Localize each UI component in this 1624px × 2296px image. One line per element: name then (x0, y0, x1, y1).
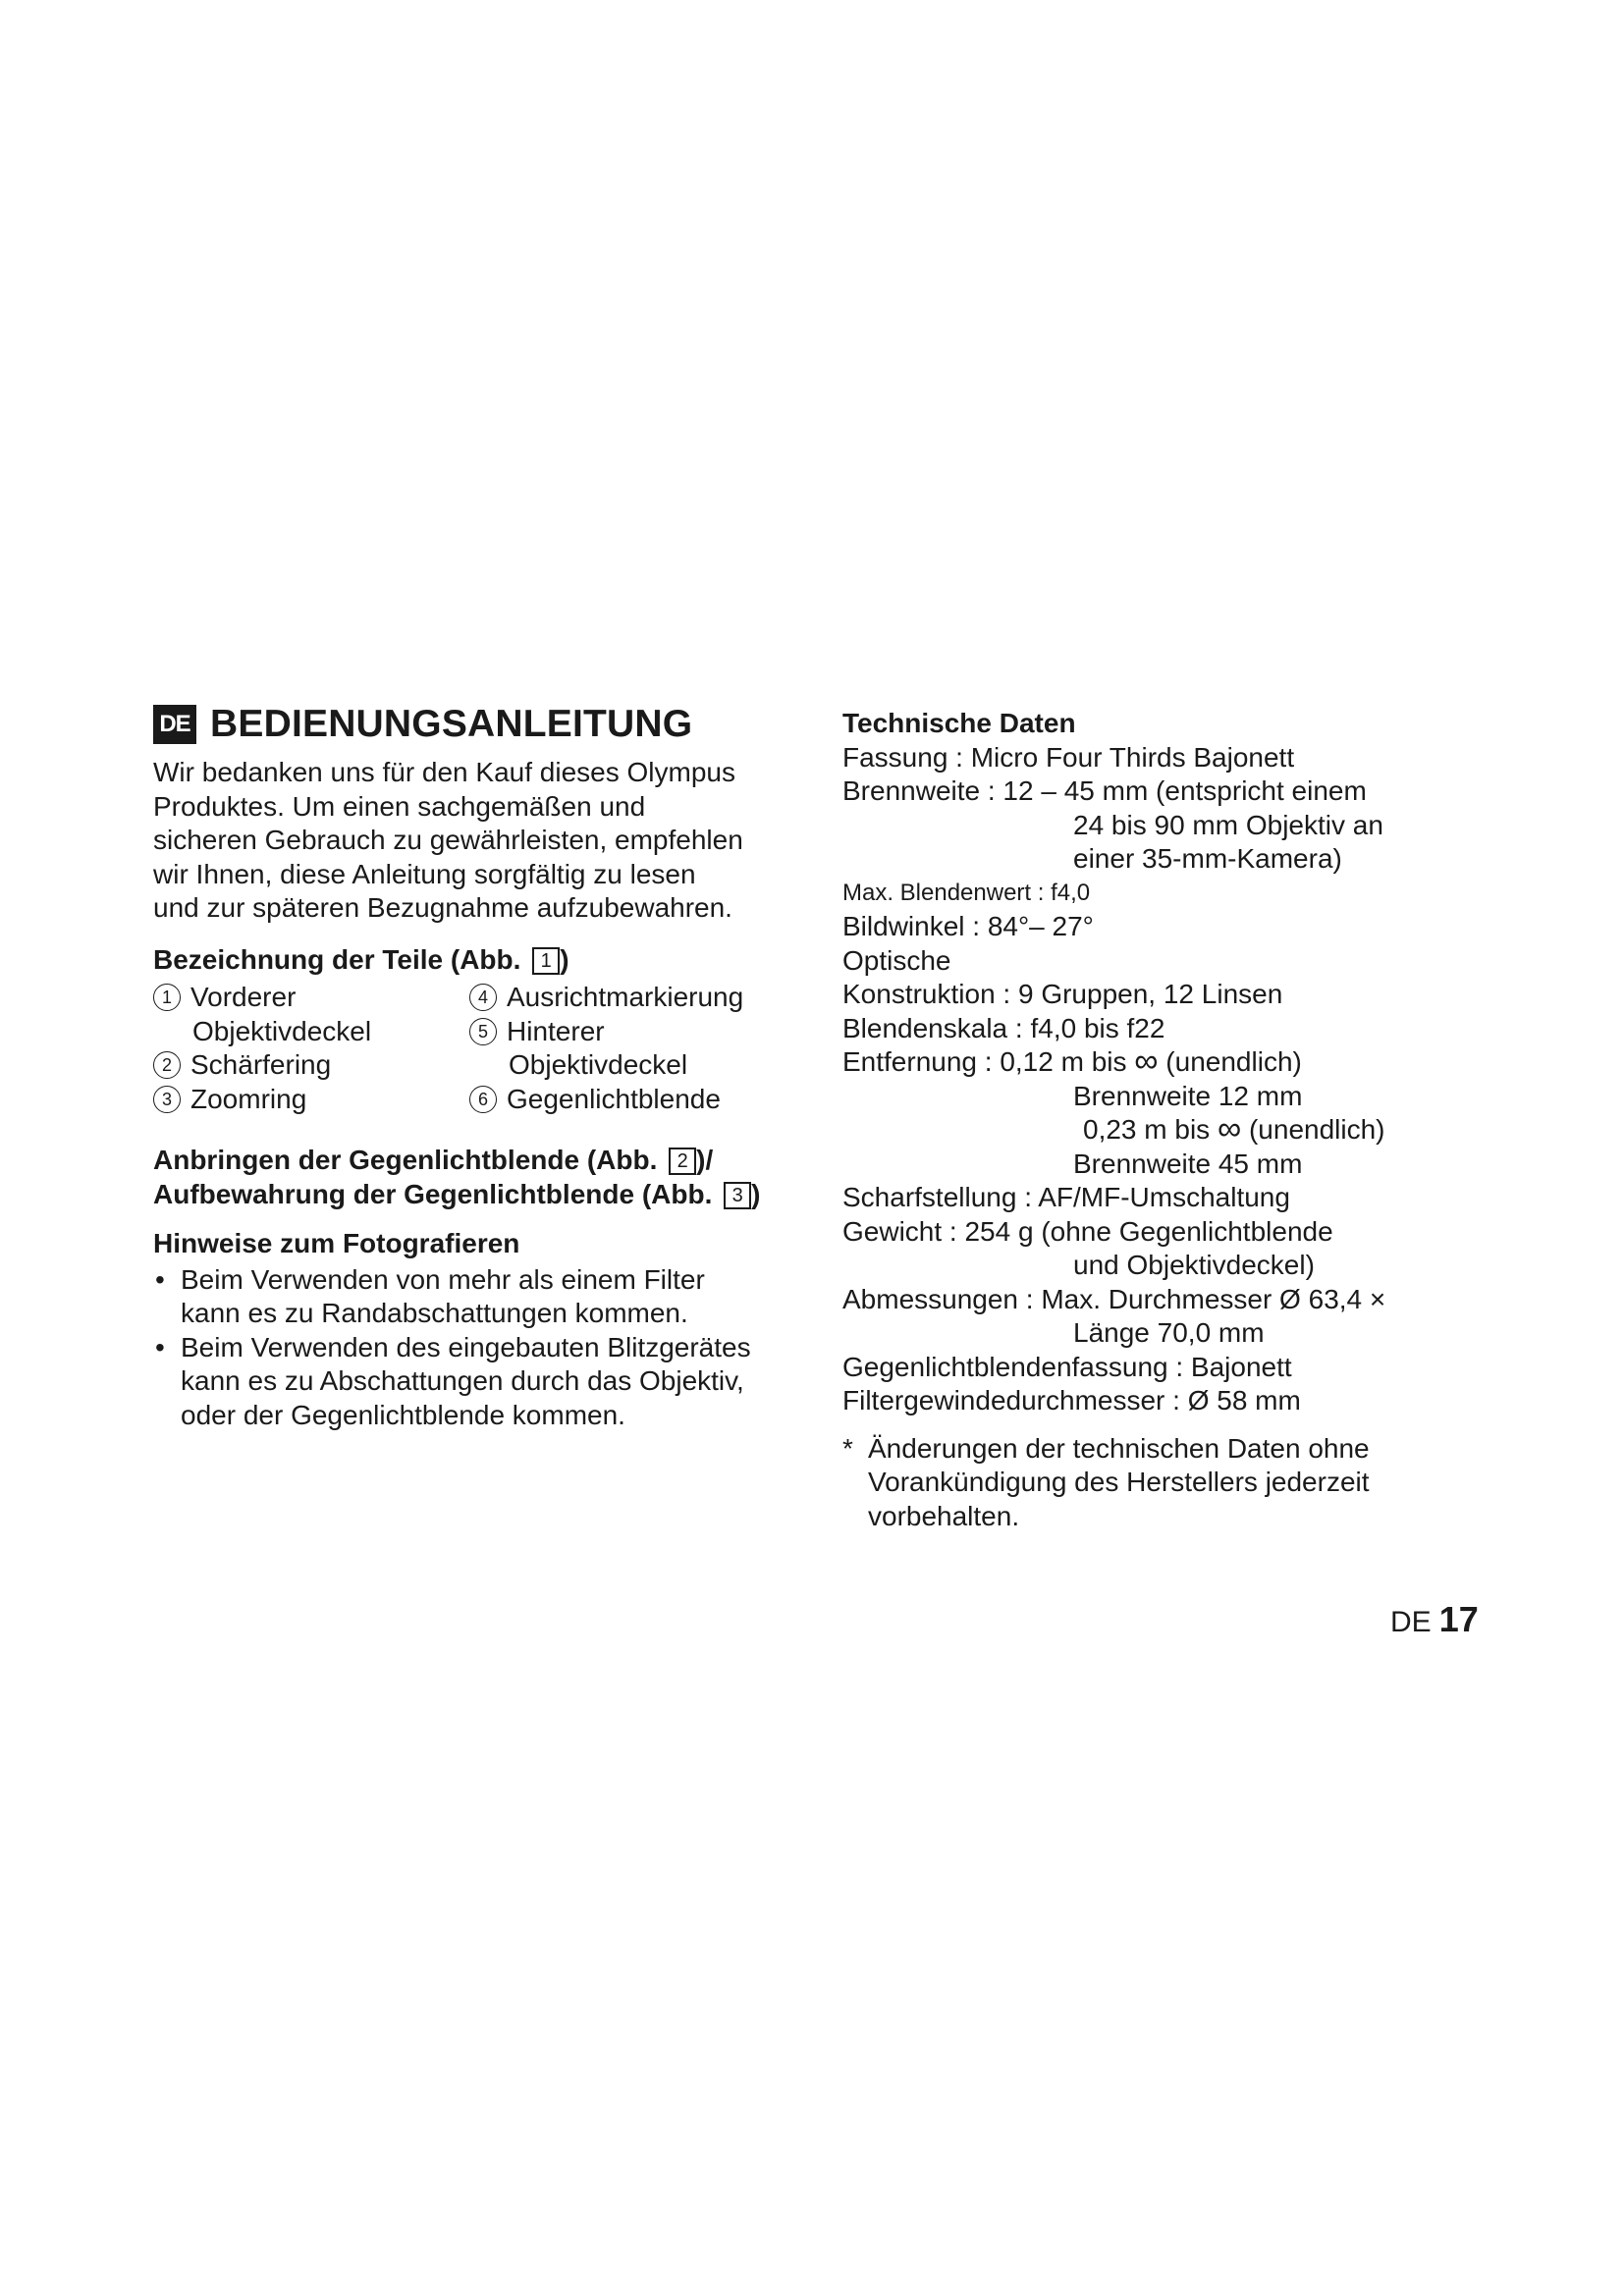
footnote-line: Vorankündigung des Herstellers jederzeit (868, 1467, 1370, 1497)
spec-line: Gewicht : 254 g (ohne Gegenlichtblende (842, 1215, 1333, 1247)
list-item (153, 1263, 801, 1331)
parts-heading (153, 943, 801, 978)
part-label: Gegenlichtblende (507, 1083, 721, 1114)
parts-heading-close: ) (560, 943, 569, 975)
storage-heading-close: ) (751, 1178, 761, 1209)
spec-distance (842, 1042, 1490, 1181)
intro-line: sicheren Gebrauch zu gewährleisten, empfehlen (153, 825, 743, 855)
part-number: 1 (153, 984, 181, 1011)
intro-line: und zur späteren Bezugnahme aufzubewahren. (153, 892, 732, 923)
spec-filter: Filtergewindedurchmesser : Ø 58 mm (842, 1385, 1301, 1415)
intro-line: Produktes. Um einen sachgemäßen und (153, 790, 646, 822)
part-item (469, 1015, 687, 1083)
spec-line-part: (unendlich) (1241, 1114, 1385, 1145)
spec-line (842, 1110, 1490, 1148)
language-badge: DE (153, 705, 196, 744)
parts-list (153, 981, 801, 1118)
spec-focusing: Scharfstellung : AF/MF-Umschaltung (842, 1182, 1290, 1212)
spec-line: Brennweite 12 mm (1073, 1080, 1303, 1111)
spec-line: Brennweite 45 mm (1073, 1148, 1303, 1179)
part-label: Schärfering (190, 1049, 332, 1080)
part-label: Hinterer (507, 1015, 605, 1046)
spec-line: (unendlich) (1158, 1046, 1302, 1077)
list-item (153, 1331, 801, 1433)
right-column (842, 699, 1490, 1533)
infinity-symbol: ∞ (1217, 1110, 1242, 1148)
spec-focal-length (842, 774, 1490, 877)
bullet: • (155, 1331, 165, 1362)
spec-line: Entfernung : 0,12 m bis (842, 1046, 1135, 1077)
spec-hood-mount: Gegenlichtblendenfassung : Bajonett (842, 1351, 1292, 1382)
attach-heading-text: Anbringen der Gegenlichtblende (Abb. (153, 1145, 666, 1175)
intro-paragraph (153, 756, 801, 926)
footnote (842, 1432, 1490, 1534)
bullet-line: Beim Verwenden des eingebauten Blitzgerätes (181, 1331, 751, 1362)
attach-heading (153, 1144, 801, 1211)
spec-line: und Objektivdeckel) (1073, 1250, 1315, 1280)
spec-line: einer 35-mm-Kamera) (1073, 843, 1342, 874)
figure-ref: 2 (669, 1148, 696, 1175)
attach-heading-close: )/ (696, 1145, 714, 1175)
infinity-symbol: ∞ (1134, 1042, 1159, 1080)
intro-line: Wir bedanken uns für den Kauf dieses Olympus (153, 757, 735, 787)
notes-list (153, 1263, 801, 1433)
part-label-cont: Objektivdeckel (509, 1049, 688, 1080)
page-language: DE (1390, 1606, 1432, 1638)
spec-angle: Bildwinkel : 84°– 27° (842, 911, 1094, 941)
page-title: BEDIENUNGSANLEITUNG (210, 703, 693, 745)
notes-heading: Hinweise zum Fotografieren (153, 1228, 520, 1258)
footnote-line: vorbehalten. (868, 1500, 1020, 1531)
spec-mount: Fassung : Micro Four Thirds Bajonett (842, 741, 1295, 773)
part-number: 4 (469, 984, 497, 1011)
part-item (469, 981, 743, 1015)
part-label: Zoomring (190, 1083, 307, 1114)
part-label: Vorderer (190, 982, 297, 1012)
figure-ref: 1 (532, 947, 560, 975)
bullet-line: oder der Gegenlichtblende kommen. (181, 1399, 625, 1430)
spec-weight (842, 1215, 1490, 1283)
spec-aperture-scale: Blendenskala : f4,0 bis f22 (842, 1012, 1165, 1043)
spec-dimensions (842, 1283, 1490, 1351)
part-number: 6 (469, 1086, 497, 1113)
spec-line: 24 bis 90 mm Objektiv an (1073, 809, 1383, 840)
part-item (153, 1048, 331, 1083)
part-item (153, 1083, 306, 1117)
title-row (153, 699, 801, 750)
bullet-line: Beim Verwenden von mehr als einem Filter (181, 1263, 705, 1295)
intro-line: wir Ihnen, diese Anleitung sorgfältig zu lesen (153, 858, 696, 889)
footnote-line: Änderungen der technischen Daten ohne (868, 1432, 1370, 1464)
page-number (1390, 1600, 1479, 1642)
bullet: • (155, 1263, 165, 1295)
bullet-line: kann es zu Randabschattungen kommen. (181, 1298, 688, 1328)
part-label-cont: Objektivdeckel (192, 1015, 372, 1046)
spec-line: Länge 70,0 mm (1073, 1317, 1265, 1348)
spec-construction: Konstruktion : 9 Gruppen, 12 Linsen (842, 979, 1283, 1009)
parts-heading-text: Bezeichnung der Teile (Abb. (153, 943, 529, 975)
bullet-line: kann es zu Abschattungen durch das Objektiv, (181, 1365, 744, 1396)
tech-heading: Technische Daten (842, 708, 1076, 738)
spec-aperture: Max. Blendenwert : f4,0 (842, 879, 1091, 906)
storage-heading-text: Aufbewahrung der Gegenlichtblende (Abb. (153, 1178, 721, 1209)
left-column (153, 699, 801, 1432)
part-label: Ausrichtmarkierung (507, 982, 744, 1012)
spec-optical-label: Optische (842, 944, 951, 976)
page-number-value: 17 (1438, 1599, 1479, 1639)
part-number: 3 (153, 1086, 181, 1113)
part-number: 5 (469, 1018, 497, 1045)
spec-line-part: 0,23 m bis (1083, 1114, 1218, 1145)
footnote-star: * (842, 1432, 853, 1464)
spec-line: Abmessungen : Max. Durchmesser Ø 63,4 × (842, 1283, 1386, 1314)
figure-ref: 3 (724, 1182, 751, 1209)
part-item (469, 1083, 721, 1117)
spec-line: Brennweite : 12 – 45 mm (entspricht einem (842, 775, 1367, 806)
part-item (153, 981, 371, 1048)
part-number: 2 (153, 1051, 181, 1079)
